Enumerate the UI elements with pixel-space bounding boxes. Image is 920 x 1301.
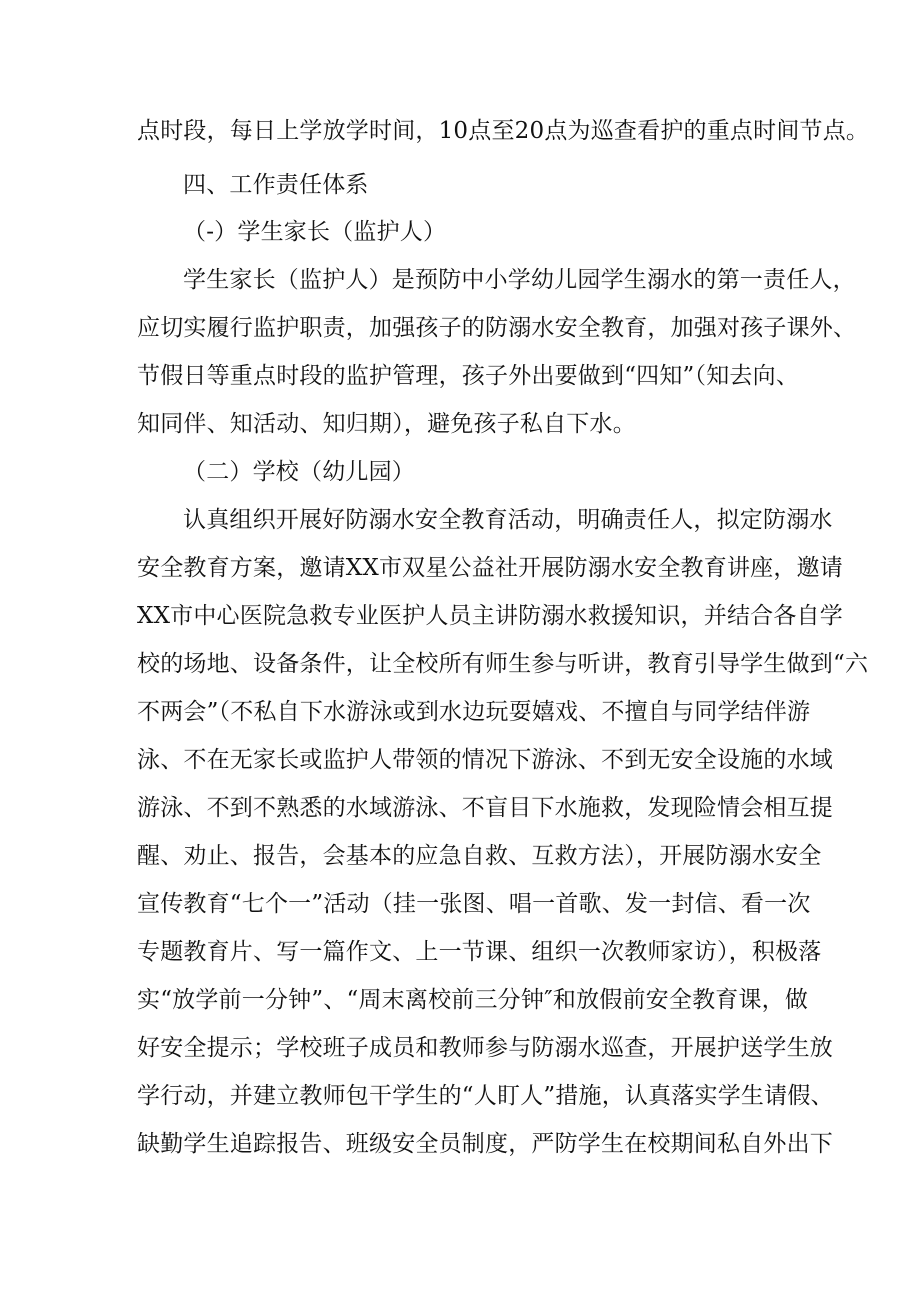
subsection-heading: （二）学校（幼儿园） bbox=[183, 459, 415, 485]
text-line: 宣传教育“七个一”活动（挂一张图、唱一首歌、发一封信、看一次 bbox=[137, 891, 811, 917]
text-line: 泳、不在无家长或监护人带领的情况下游泳、不到无安全设施的水域 bbox=[137, 747, 833, 773]
text-line: 缺勤学生追踪报告、班级安全员制度，严防学生在校期间私自外出下 bbox=[137, 1131, 833, 1157]
text-line: 游泳、不到不熟悉的水域游泳、不盲目下水施救，发现险情会相互提 bbox=[137, 795, 833, 821]
text-line: 知同伴、知活动、知归期），避免孩子私自下水。 bbox=[137, 411, 636, 437]
text-line: 专题教育片、写一篇作文、上一节课、组织一次教师家访），积极落 bbox=[137, 939, 822, 965]
text-line: 点时段，每日上学放学时间，10点至20点为巡查看护的重点时间节点。 bbox=[137, 118, 870, 144]
section-heading: 四、工作责任体系 bbox=[183, 172, 369, 198]
text-line: 不两会”（不私自下水游泳或到水边玩耍嬉戏、不擅自与同学结伴游 bbox=[137, 699, 811, 725]
text-line: 醒、劝止、报告，会基本的应急自救、互救方法），开展防溺水安全 bbox=[137, 843, 822, 869]
text-line: 认真组织开展好防溺水安全教育活动，明确责任人，拟定防溺水 bbox=[183, 507, 833, 533]
subsection-heading: （-）学生家长（监护人） bbox=[183, 219, 447, 245]
text-line: 应切实履行监护职责，加强孩子的防溺水安全教育，加强对孩子课外、 bbox=[137, 315, 857, 341]
text-line: 节假日等重点时段的监护管理，孩子外出要做到“四知”（知去向、 bbox=[137, 363, 800, 389]
text-line: XX市中心医院急救专业医护人员主讲防溺水救援知识，并结合各自学 bbox=[137, 603, 843, 629]
text-line: 学生家长（监护人）是预防中小学幼儿园学生溺水的第一责任人， bbox=[183, 267, 856, 293]
text-line: 校的场地、设备条件，让全校所有师生参与听讲，教育引导学生做到“六 bbox=[137, 651, 869, 677]
text-line: 安全教育方案，邀请XX市双星公益社开展防溺水安全教育讲座，邀请 bbox=[137, 555, 843, 581]
text-line: 学行动，并建立教师包干学生的“人盯人”措施，认真落实学生请假、 bbox=[137, 1083, 834, 1109]
text-line: 好安全提示；学校班子成员和教师参与防溺水巡查，开展护送学生放 bbox=[137, 1035, 833, 1061]
text-line: 实“放学前一分钟”、“周末离校前三分钟″和放假前安全教育课，做 bbox=[137, 987, 809, 1013]
